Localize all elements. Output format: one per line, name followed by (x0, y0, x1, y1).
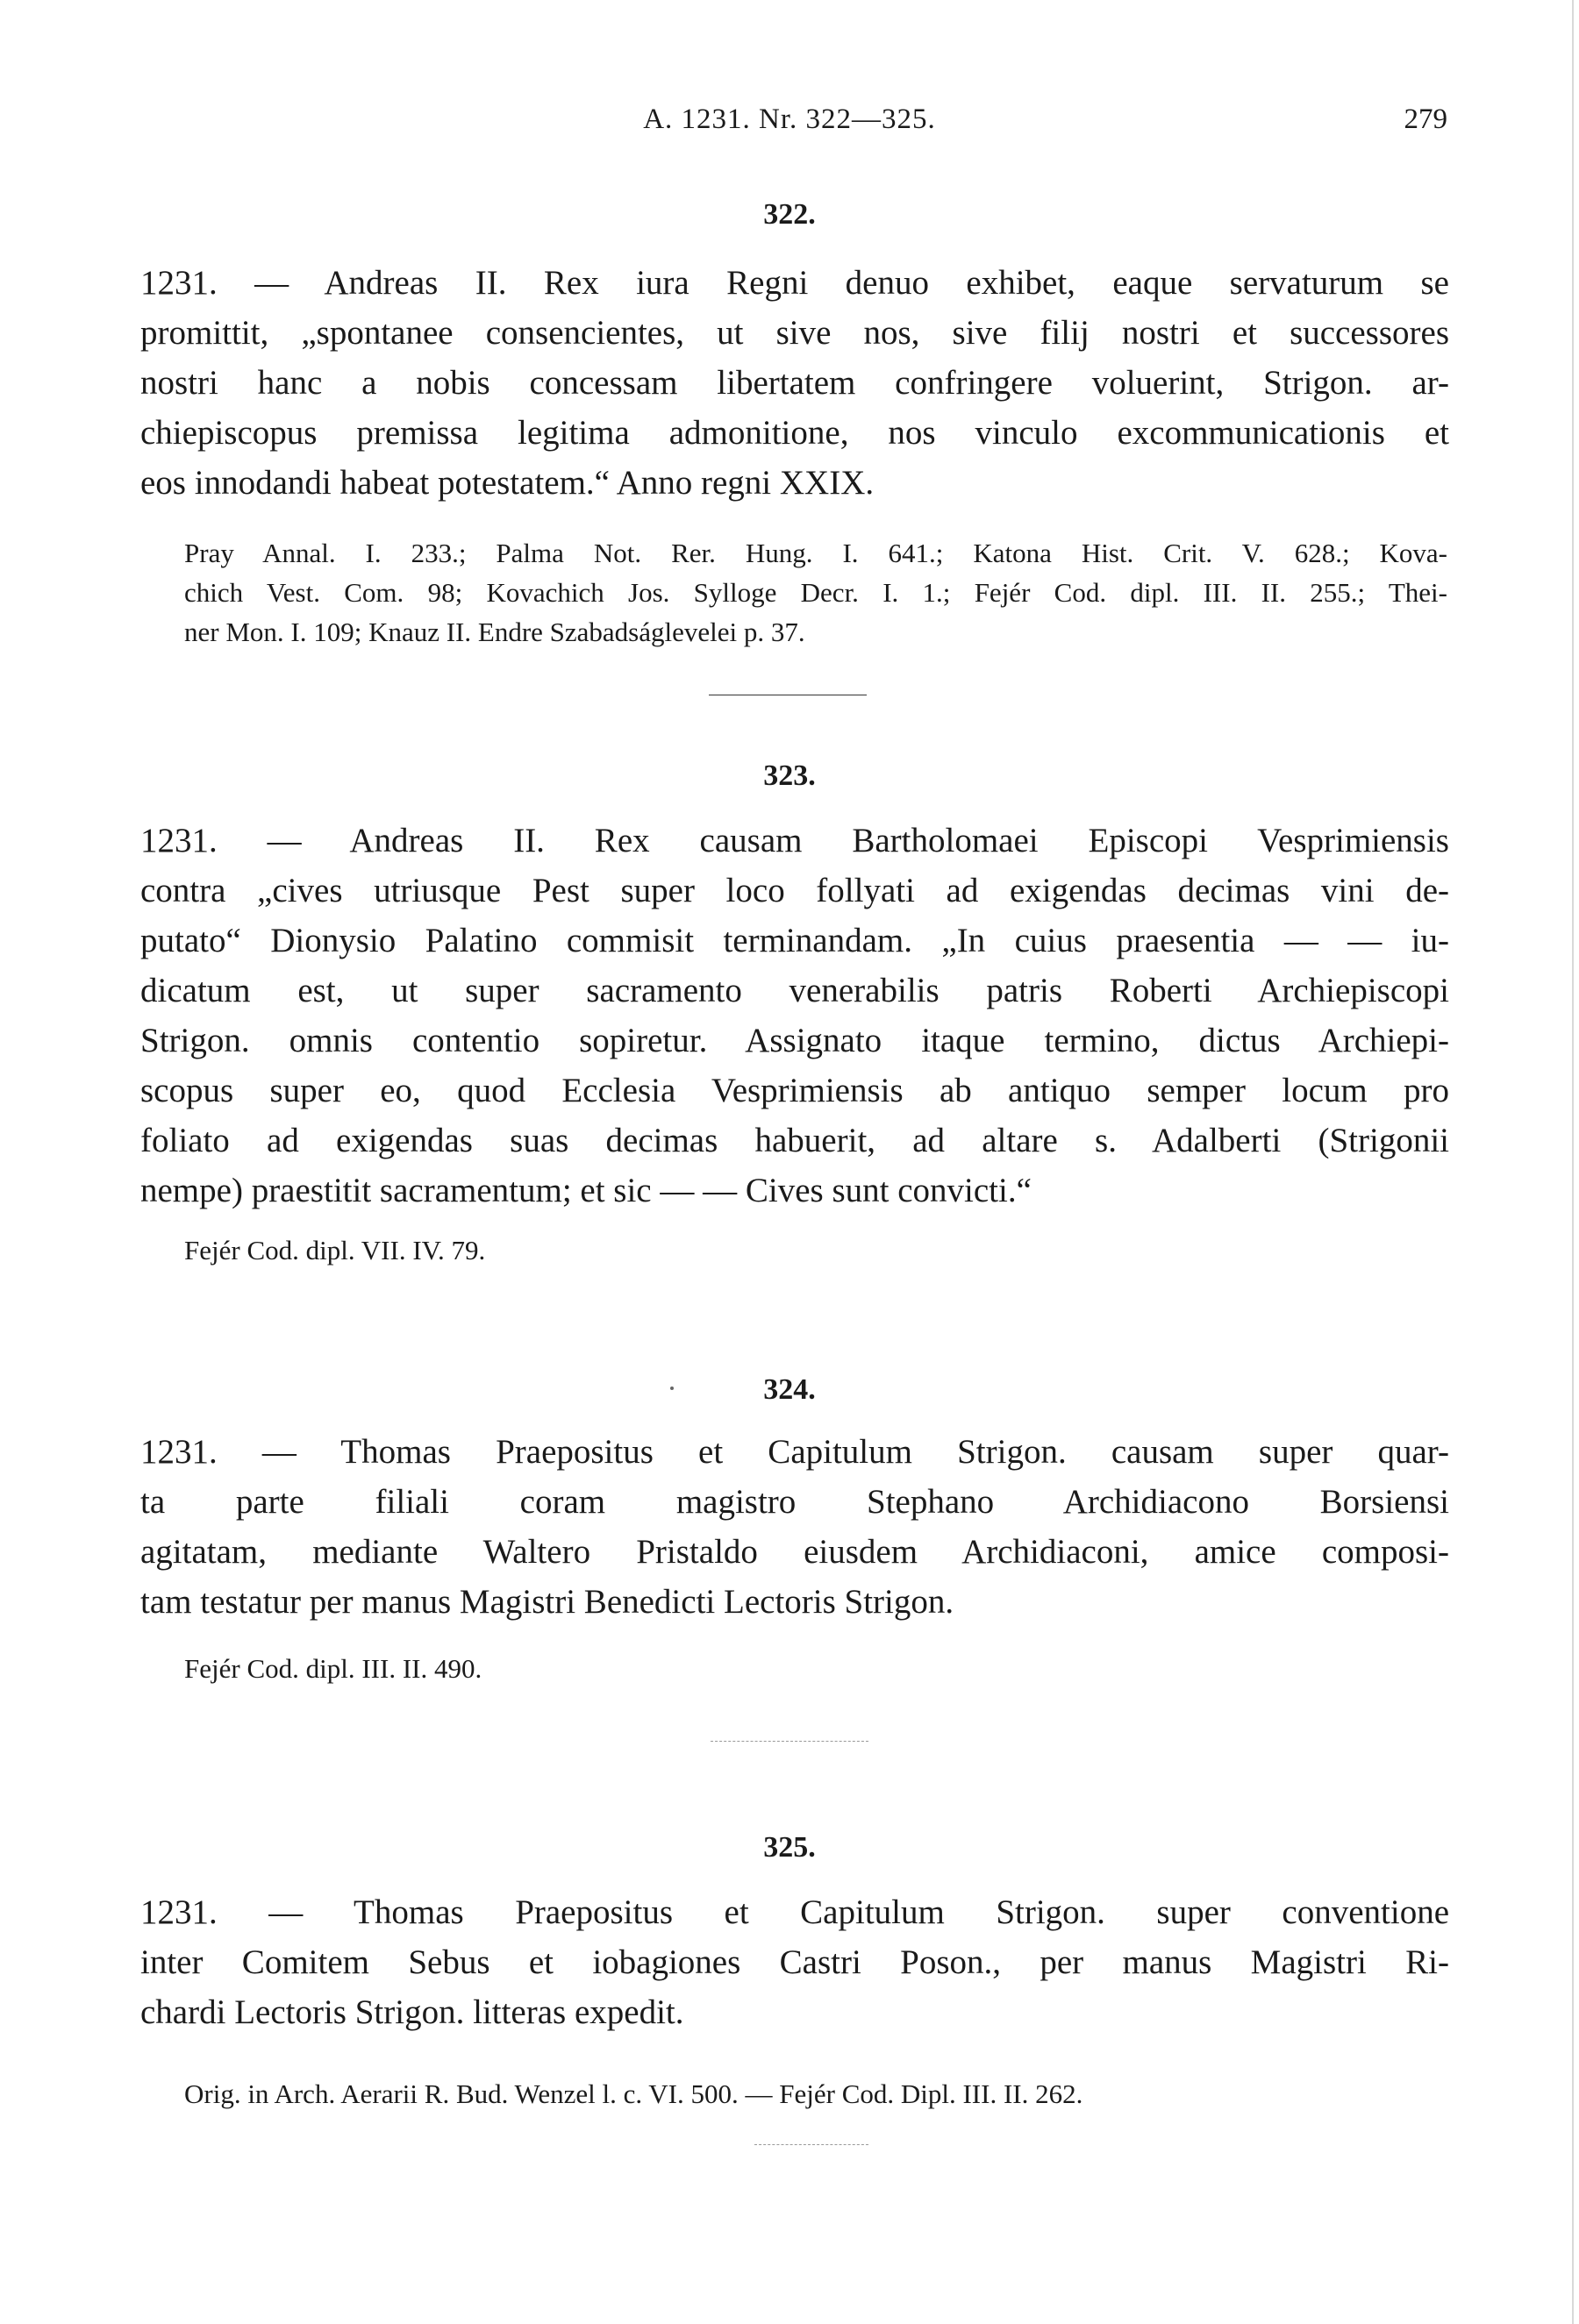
text-line: tam testatur per manus Magistri Benedicti Lectoris Strigon. (140, 1583, 954, 1621)
separator-rule (754, 2144, 868, 2145)
text-line: chiepiscopus premissa legitima admonitione, nos vinculo excommunicationis et (140, 414, 1449, 452)
text-line: 1231. — Thomas Praepositus et Capitulum Strigon. causam super quar- (140, 1433, 1449, 1471)
text-line: nostri hanc a nobis concessam libertatem confringere voluerint, Strigon. ar- (140, 364, 1449, 402)
text-line: dicatum est, ut super sacramento venerabilis patris Roberti Archiepiscopi (140, 972, 1449, 1009)
page-edge (1572, 0, 1574, 2324)
text-line: 1231. — Thomas Praepositus et Capitulum Strigon. super conventione (140, 1893, 1449, 1931)
entry-number: 323. (763, 759, 816, 792)
text-line: promittit, „spontanee consencientes, ut sive nos, sive filij nostri et successores (140, 314, 1449, 352)
citation (184, 1230, 1447, 1270)
text-line: Strigon. omnis contentio sopiretur. Assignato itaque termino, dictus Archiepi- (140, 1022, 1449, 1059)
text-line: chardi Lectoris Strigon. litteras expedit. (140, 1993, 684, 2031)
citation (184, 533, 1447, 652)
text-line: putato“ Dionysio Palatino commisit terminandam. „In cuius praesentia — — iu- (140, 922, 1449, 959)
entry-text (140, 816, 1449, 1215)
citation-line: chich Vest. Com. 98; Kovachich Jos. Sylloge Decr. I. 1.; Fejér Cod. dipl. III. II. 255.; Thei- (184, 577, 1447, 608)
text-line: inter Comitem Sebus et iobagiones Castri Poson., per manus Magistri Ri- (140, 1943, 1449, 1981)
text-line: contra „cives utriusque Pest super loco follyati ad exigendas decimas vini de- (140, 872, 1449, 909)
text-line: agitatam, mediante Waltero Pristaldo eiusdem Archidiaconi, amice composi- (140, 1533, 1449, 1571)
entry-number: 325. (763, 1831, 816, 1864)
citation-line: ner Mon. I. 109; Knauz II. Endre Szabadságlevelei p. 37. (184, 617, 805, 647)
text-line: ta parte filiali coram magistro Stephano Archidiacono Borsiensi (140, 1483, 1449, 1521)
entry-text (140, 1887, 1449, 2037)
citation (184, 1649, 1447, 1688)
citation-line: Orig. in Arch. Aerarii R. Bud. Wenzel l. c. VI. 500. — Fejér Cod. Dipl. III. II. 262. (184, 2078, 1083, 2109)
entry-text (140, 1427, 1449, 1627)
text-line: nempe) praestitit sacramentum; et sic — — Cives sunt convicti.“ (140, 1172, 1032, 1209)
running-header: A. 1231. Nr. 322—325. (643, 103, 936, 135)
citation (184, 2074, 1447, 2114)
entry-number: 322. (763, 198, 816, 231)
text-line: foliato ad exigendas suas decimas habuerit, ad altare s. Adalberti (Strigonii (140, 1122, 1449, 1159)
text-line: scopus super eo, quod Ecclesia Vesprimiensis ab antiquo semper locum pro (140, 1072, 1449, 1109)
citation-line: Fejér Cod. dipl. III. II. 490. (184, 1653, 482, 1684)
text-line: 1231. — Andreas II. Rex causam Bartholomaei Episcopi Vesprimiensis (140, 822, 1449, 859)
citation-line: Pray Annal. I. 233.; Palma Not. Rer. Hung. I. 641.; Katona Hist. Crit. V. 628.; Kova- (184, 538, 1447, 568)
entry-text (140, 258, 1449, 508)
citation-line: Fejér Cod. dipl. VII. IV. 79. (184, 1235, 486, 1265)
separator-rule (711, 1741, 868, 1742)
entry-number: 324. (763, 1373, 816, 1406)
text-line: eos innodandi habeat potestatem.“ Anno regni XXIX. (140, 464, 875, 502)
page-number: 279 (1404, 103, 1447, 135)
text-line: 1231. — Andreas II. Rex iura Regni denuo exhibet, eaque servaturum se (140, 264, 1449, 302)
